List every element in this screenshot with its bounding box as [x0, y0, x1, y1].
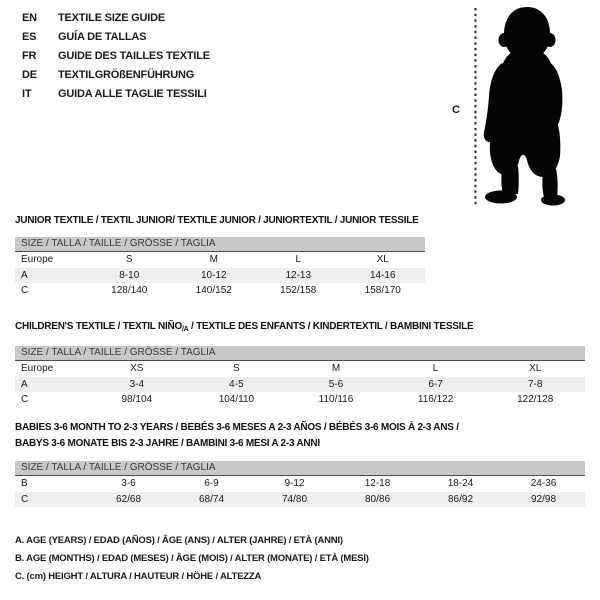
size-cell: L	[295, 254, 302, 265]
age-cell: 8-10	[87, 268, 172, 284]
children-size-table	[15, 346, 585, 408]
height-cell: 74/80	[253, 492, 336, 508]
language-code: DE	[22, 69, 37, 81]
height-cell: 86/92	[419, 492, 502, 508]
height-cell: 140/152	[195, 285, 232, 296]
height-cell: 80/86	[336, 492, 419, 508]
size-cell: S	[233, 363, 240, 374]
row-label: C	[21, 394, 29, 405]
height-cell: 98/104	[121, 394, 153, 405]
months-cell: 12-18	[364, 478, 391, 489]
row-label: Europe	[21, 254, 54, 265]
children-section-title	[15, 321, 473, 333]
height-cell: 104/110	[218, 394, 255, 405]
age-cell: 10-12	[172, 268, 257, 284]
row-label: A	[15, 377, 87, 393]
size-header-row	[15, 237, 425, 252]
row-label: C	[21, 285, 29, 296]
size-cell: XL	[529, 363, 542, 374]
row-label: C	[15, 492, 87, 508]
table-row-europe	[15, 252, 425, 268]
table-row-height	[15, 283, 425, 299]
language-row-fr	[22, 47, 210, 66]
size-cell: S	[125, 254, 133, 265]
language-row-de	[22, 66, 210, 85]
footnote-age-months: B. AGE (MONTHS) / EDAD (MESES) / ÂGE (MOIS) / ALTER (MONATE) / ETÀ (MESI)	[15, 553, 369, 564]
size-header-row	[15, 346, 585, 361]
language-title: TEXTILE SIZE GUIDE	[58, 12, 166, 24]
toddler-figure	[440, 0, 600, 212]
height-cell: 152/158	[280, 285, 317, 296]
size-cell: L	[432, 363, 439, 374]
size-header-band: SIZE / TALLA / TAILLE / GRÖSSE / TAGLIA	[15, 237, 425, 252]
language-code: FR	[22, 50, 37, 62]
table-row-age	[15, 377, 585, 393]
height-cell: 62/68	[87, 492, 170, 508]
months-cell: 9-12	[284, 478, 305, 489]
babies-title-line1: BABIES 3-6 MONTH TO 2-3 YEARS / BEBÉS 3-6 MESES A 2-3 AÑOS / BÉBÉS 3-6 MOIS À 2-3 ANS /	[15, 422, 459, 433]
language-title: GUÍA DE TALLAS	[58, 31, 147, 43]
language-code: IT	[22, 88, 32, 100]
size-header-band: SIZE / TALLA / TAILLE / GRÖSSE / TAGLIA	[15, 461, 585, 476]
age-cell: 4-5	[187, 377, 287, 393]
language-row-it	[22, 85, 210, 104]
height-cell: 68/74	[170, 492, 253, 508]
toddler-silhouette-icon	[440, 0, 600, 212]
footnote-age-years: A. AGE (YEARS) / EDAD (AÑOS) / ÂGE (ANS) / ALTER (JAHRE) / ETÀ (ANNI)	[15, 535, 343, 546]
height-measure-label: C	[452, 104, 460, 116]
height-cell: 128/140	[111, 285, 148, 296]
table-row-months	[15, 476, 585, 492]
children-title-prefix: CHILDREN'S TEXTILE / TEXTIL NIÑO	[15, 321, 182, 332]
months-cell: 6-9	[204, 478, 219, 489]
row-label: Europe	[21, 363, 54, 374]
language-code: EN	[22, 12, 37, 24]
table-row-height	[15, 492, 585, 508]
children-title-sub: /A	[181, 326, 189, 333]
language-title: GUIDE DES TAILLES TEXTILE	[58, 50, 210, 62]
footnote-height-cm: C. (cm) HEIGHT / ALTURA / HAUTEUR / HÖHE / ALTEZZA	[15, 571, 262, 582]
height-cell: 110/116	[318, 394, 354, 405]
junior-size-table	[15, 237, 425, 299]
height-cell: 92/98	[502, 492, 585, 508]
babies-size-table	[15, 461, 585, 507]
height-cell: 158/170	[364, 285, 401, 296]
language-title: TEXTILGRÖßENFÜHRUNG	[58, 69, 195, 81]
size-cell: M	[331, 363, 341, 374]
legend-footnotes	[15, 532, 369, 586]
table-row-age	[15, 268, 425, 284]
months-cell: 24-36	[530, 478, 557, 489]
language-row-en	[22, 9, 210, 28]
children-title-suffix: / TEXTILE DES ENFANTS / KINDERTEXTIL / BAMBINI TESSILE	[188, 321, 474, 332]
babies-section-title	[15, 420, 575, 451]
row-label: A	[15, 268, 87, 284]
age-cell: 3-4	[87, 377, 187, 393]
babies-title-line2: BABYS 3-6 MONATE BIS 2-3 JAHRE / BAMBINI 3-6 MESI A 2-3 ANNI	[15, 437, 320, 449]
table-row-europe	[15, 361, 585, 377]
language-row-es	[22, 28, 210, 47]
table-row-height	[15, 392, 585, 408]
size-cell: M	[209, 254, 218, 265]
language-code: ES	[22, 31, 37, 43]
height-cell: 122/128	[517, 394, 554, 405]
months-cell: 18-24	[447, 478, 474, 489]
junior-section-title: JUNIOR TEXTILE / TEXTIL JUNIOR/ TEXTILE JUNIOR / JUNIORTEXTIL / JUNIOR TESSILE	[15, 215, 419, 226]
row-label: B	[21, 478, 28, 489]
age-cell: 5-6	[286, 377, 386, 393]
months-cell: 3-6	[121, 478, 136, 489]
age-cell: 12-13	[256, 268, 341, 284]
age-cell: 6-7	[386, 377, 486, 393]
age-cell: 14-16	[341, 268, 426, 284]
size-cell: XL	[376, 254, 389, 265]
size-header-band: SIZE / TALLA / TAILLE / GRÖSSE / TAGLIA	[15, 346, 585, 361]
height-cell: 116/122	[417, 394, 454, 405]
size-header-row	[15, 461, 585, 476]
language-title: GUIDA ALLE TAGLIE TESSILI	[58, 88, 207, 100]
language-title-list	[22, 9, 210, 104]
size-cell: XS	[130, 363, 144, 374]
age-cell: 7-8	[485, 377, 585, 393]
